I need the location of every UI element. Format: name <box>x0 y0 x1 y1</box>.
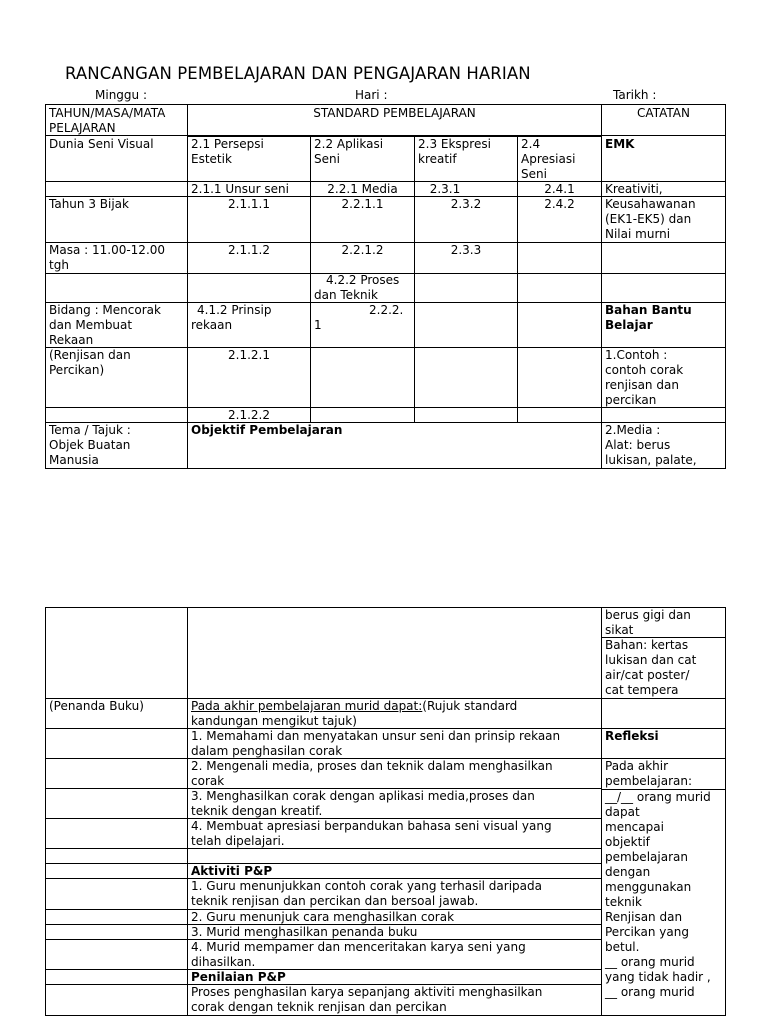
cell-line: kandungan mengikut tajuk) <box>191 714 357 728</box>
cell-line: menggunakan <box>605 880 692 894</box>
cell-line: __/__ orang murid <box>605 790 711 804</box>
cell-apresiasi-seni <box>518 137 601 182</box>
cell-line: Manusia <box>49 453 99 467</box>
cell-renjisan <box>46 348 186 378</box>
cell-line: Masa : 11.00-12.00 <box>49 243 166 257</box>
cell-line: (EK1-EK5) dan <box>605 212 692 226</box>
cell-line: 1. Memahami dan menyatakan unsur seni dan prinsip rekaan <box>191 729 561 743</box>
cell-line: Nilai murni <box>605 227 671 241</box>
objektif-intro-text: Pada akhir pembelajaran murid dapat: <box>191 699 423 713</box>
cell-line: percikan <box>605 393 657 407</box>
cell-line: yang tidak hadir , <box>605 970 711 984</box>
cell-line: 4. Murid mempamer dan menceritakan karya seni yang <box>191 940 526 954</box>
cell-refleksi-body <box>602 790 725 1014</box>
rule <box>45 104 46 469</box>
cell-line: 2.1 Persepsi <box>191 137 264 151</box>
cell-line: Seni <box>314 152 340 166</box>
aktiviti-item <box>188 940 601 970</box>
minggu-label: Minggu : <box>95 88 147 102</box>
cell-line: kreatif <box>418 152 457 166</box>
cell-line: 1 <box>314 318 322 332</box>
cell-line: Dunia Seni Visual <box>49 137 154 151</box>
cell-2-3-3: 2.3.3 <box>450 243 482 257</box>
cell-contoh-corak <box>602 348 725 408</box>
cell-line: Pada akhir <box>605 759 669 773</box>
cell-refleksi-title: Refleksi <box>605 729 659 743</box>
cell-bahan-bantu <box>602 303 725 333</box>
penilaian-text <box>188 985 601 1015</box>
cell-line: Bahan: kertas <box>605 638 689 652</box>
cell-line: dalam penghasilan corak <box>191 744 343 758</box>
cell-line: 2.3 Ekspresi <box>418 137 491 151</box>
header-line: PELAJARAN <box>49 121 116 135</box>
header-standard-pembelajaran: STANDARD PEMBELAJARAN <box>313 106 476 120</box>
cell-line: pembelajaran <box>605 850 688 864</box>
cell-line: 2.2.2. <box>369 303 404 317</box>
objektif-item <box>188 759 601 789</box>
cell-line: 1. Guru menunjukkan contoh corak yang terhasil daripada <box>191 879 542 893</box>
cell-line: 4. Membuat apresiasi berpandukan bahasa seni visual yang <box>191 819 552 833</box>
objektif-note-text: (Rujuk standard <box>422 699 518 713</box>
cell-line: 4.2.2 Proses <box>326 273 400 287</box>
rule <box>45 468 726 469</box>
cell-line: dengan <box>605 865 651 879</box>
cell-line: contoh corak <box>605 363 684 377</box>
rule <box>414 136 415 423</box>
cell-line: lukisan, palate, <box>605 453 697 467</box>
cell-line: rekaan <box>191 318 233 332</box>
cell-media-alat <box>602 423 725 468</box>
page-title: RANCANGAN PEMBELAJARAN DAN PENGAJARAN HARIAN <box>65 64 531 83</box>
cell-refleksi-intro <box>602 759 725 789</box>
cell-bidang <box>46 303 186 348</box>
cell-line: Bahan Bantu <box>605 303 692 317</box>
cell-line: Bidang : Mencorak <box>49 303 161 317</box>
cell-line: Percikan) <box>49 363 105 377</box>
cell-line: Renjisan dan <box>605 910 683 924</box>
cell-line: 2.2 Aplikasi <box>314 137 384 151</box>
cell-line: corak <box>191 774 225 788</box>
cell-line: cat tempera <box>605 683 679 697</box>
cell-2-2-2-1 <box>311 303 414 333</box>
cell-ekspresi-kreatif <box>415 137 517 167</box>
cell-media: 2.2.1 Media <box>327 182 398 196</box>
cell-objektif-pembelajaran: Objektif Pembelajaran <box>191 423 343 437</box>
aktiviti-item: 3. Murid menghasilkan penanda buku <box>191 925 418 939</box>
cell-line: 2. Mengenali media, proses dan teknik dalam menghasilkan <box>191 759 553 773</box>
aktiviti-item: 2. Guru menunjuk cara menghasilkan corak <box>191 910 455 924</box>
cell-line: 4.1.2 Prinsip <box>197 303 272 317</box>
cell-bahan-kertas <box>602 638 725 698</box>
cell-line: Belajar <box>605 318 653 332</box>
cell-tahun: Tahun 3 Bijak <box>49 197 129 211</box>
cell-line: Seni <box>521 167 547 181</box>
cell-aplikasi-seni <box>311 137 414 167</box>
cell-line: Keusahawanan <box>605 197 696 211</box>
aktiviti-title: Aktiviti P&P <box>191 864 273 878</box>
cell-kreativiti: Kreativiti, <box>605 182 663 196</box>
cell-line: Objek Buatan <box>49 438 131 452</box>
cell-line: tgh <box>49 258 69 272</box>
cell-line: teknik <box>605 895 642 909</box>
cell-line: renjisan dan <box>605 378 679 392</box>
rule <box>601 104 602 469</box>
cell-line: 1.Contoh : <box>605 348 668 362</box>
cell-2-3-2: 2.3.2 <box>450 197 482 211</box>
cell-2-1-1-2: 2.1.1.2 <box>228 243 270 257</box>
cell-line: pembelajaran: <box>605 774 692 788</box>
cell-emk: EMK <box>605 137 635 151</box>
cell-line: dihasilkan. <box>191 955 256 969</box>
cell-line: teknik dengan kreatif. <box>191 804 323 818</box>
hari-label: Hari : <box>355 88 388 102</box>
cell-2-1-2-2: 2.1.2.2 <box>228 408 270 422</box>
cell-2-4-1: 2.4.1 <box>544 182 575 196</box>
cell-2-3-1: 2.3.1 <box>429 182 461 196</box>
cell-2-1-1-1: 2.1.1.1 <box>228 197 270 211</box>
cell-line: Apresiasi <box>521 152 576 166</box>
tarikh-label: Tarikh : <box>613 88 657 102</box>
cell-line: betul. <box>605 940 640 954</box>
cell-line: dapat <box>605 805 640 819</box>
cell-line: (Renjisan dan <box>49 348 131 362</box>
cell-2-2-1-2: 2.2.1.2 <box>341 243 384 257</box>
header-line: TAHUN/MASA/MATA <box>49 106 166 120</box>
cell-unsur-seni: 2.1.1 Unsur seni <box>191 182 289 196</box>
cell-line: Alat: berus <box>605 438 671 452</box>
cell-line: berus gigi dan <box>605 608 691 622</box>
cell-line: corak dengan teknik renjisan dan percikan <box>191 1000 447 1014</box>
cell-2-2-1-1: 2.2.1.1 <box>341 197 384 211</box>
cell-keusahawanan <box>602 197 725 242</box>
cell-line: Rekaan <box>49 333 94 347</box>
cell-line: objektif <box>605 835 650 849</box>
cell-2-1-2-1: 2.1.2.1 <box>228 348 270 362</box>
cell-prinsip-rekaan <box>188 303 310 333</box>
rule <box>725 607 726 1016</box>
cell-line: air/cat poster/ <box>605 668 690 682</box>
header-catatan: CATATAN <box>637 106 690 120</box>
header-tahun-masa <box>46 106 186 136</box>
cell-line: telah dipelajari. <box>191 834 285 848</box>
cell-proses-teknik <box>311 273 414 303</box>
cell-line: sikat <box>605 623 634 637</box>
cell-line: lukisan dan cat <box>605 653 697 667</box>
cell-line: __ orang murid <box>605 955 695 969</box>
cell-line: 3. Menghasilkan corak dengan aplikasi media,proses dan <box>191 789 535 803</box>
cell-line: 2.4 <box>521 137 541 151</box>
objektif-item <box>188 789 601 819</box>
cell-tema <box>46 423 186 468</box>
cell-masa <box>46 243 186 273</box>
cell-line: 2.Media : <box>605 423 661 437</box>
cell-persepsi-estetik <box>188 137 310 167</box>
cell-line: teknik renjisan dan percikan dan bersoal jawab. <box>191 894 479 908</box>
rule <box>725 104 726 469</box>
cell-line: Estetik <box>191 152 232 166</box>
aktiviti-item <box>188 879 601 909</box>
cell-line: Proses penghasilan karya sepanjang aktiviti menghasilkan <box>191 985 543 999</box>
cell-dunia-seni <box>46 137 186 152</box>
cell-line: Percikan yang <box>605 925 689 939</box>
cell-line: Tema / Tajuk : <box>49 423 131 437</box>
cell-line: dan Teknik <box>314 288 378 302</box>
rule <box>45 607 46 1016</box>
cell-penanda-buku: (Penanda Buku) <box>49 699 144 713</box>
rule <box>45 1015 726 1016</box>
cell-line: dan Membuat <box>49 318 133 332</box>
cell-objektif-intro <box>188 699 601 729</box>
objektif-item <box>188 729 601 759</box>
cell-line: __ orang murid <box>605 985 695 999</box>
cell-berus-gigi <box>602 608 725 638</box>
cell-2-4-2: 2.4.2 <box>544 197 575 211</box>
rule <box>45 104 726 105</box>
cell-line: mencapai <box>605 820 664 834</box>
objektif-item <box>188 819 601 849</box>
penilaian-title: Penilaian P&P <box>191 970 286 984</box>
